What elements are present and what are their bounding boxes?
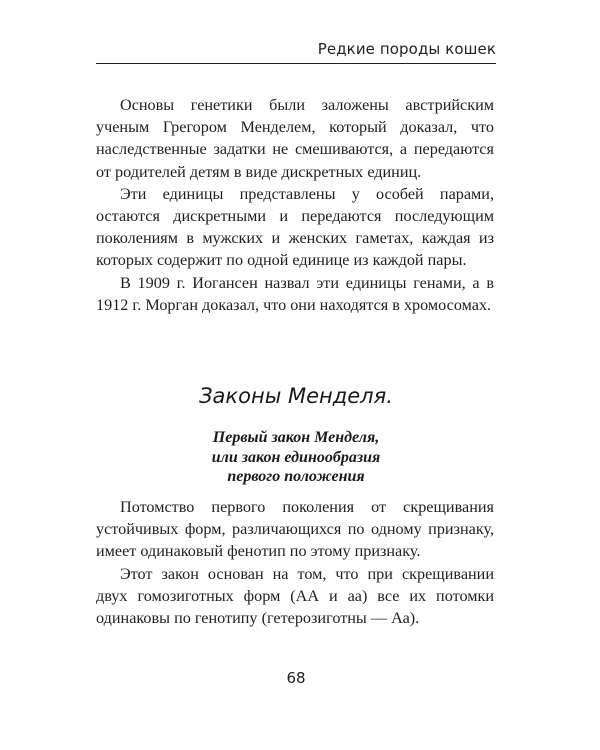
paragraph-first-generation: Потомство первого поколения от скрещивания устойчивых форм, различающихся по одному признаку, имеет одинаковый фенотип по этому признаку. — [96, 498, 494, 561]
paragraph-mendel-basics: Основы генетики были заложены австрийским ученым Грегором Менделем, который доказал, что наследственные задатки не смешиваются, а передаются от родителей детям в виде дискретных единиц. — [96, 96, 494, 181]
subsection-title-line-2: или закон единообразия — [211, 448, 381, 466]
paragraph-units-pairs: Эти единицы представлены у особей парами, остаются дискретными и передаются последующим поколениям в мужских и женских гаметах, каждая из которых содержит по одной единице из каждой пары. — [96, 184, 494, 270]
running-head-title: Редкие породы кошек — [317, 40, 496, 58]
text-block-first-law — [96, 496, 494, 629]
page-number: 68 — [286, 669, 306, 687]
subsection-title-line-3: первого положения — [227, 468, 365, 485]
paragraph-homozygous-cross: Этот закон основан на том, что при скрещивании двух гомозиготных форм (АА и аа) все их потомки одинаковы по генотипу (гетерозиготны — Аа). — [96, 564, 494, 628]
text-block-genetics — [96, 94, 494, 316]
subsection-title — [96, 428, 496, 487]
paragraph-genes-chromosomes: В 1909 г. Иогансен назвал эти единицы генами, а в 1912 г. Морган доказал, что они находятся в хромосомах. — [96, 273, 494, 314]
section-title: Законы Менделя. — [199, 384, 393, 408]
subsection-title-line-1: Первый закон Менделя, — [212, 429, 380, 446]
header-rule — [96, 63, 496, 64]
